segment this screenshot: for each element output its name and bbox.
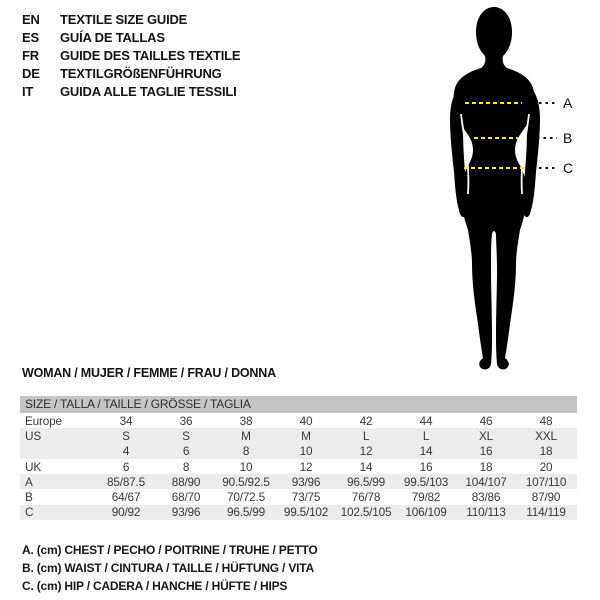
table-row-chest — [20, 474, 577, 489]
size-cell: 110/113 — [466, 505, 506, 520]
size-cell: 44 — [419, 413, 433, 428]
size-cell: S — [182, 428, 190, 443]
size-cell: 96.5/99 — [347, 474, 385, 489]
language-label: GUÍA DE TALLAS — [60, 29, 165, 45]
language-row — [22, 28, 240, 46]
size-cell: 70/72.5 — [227, 490, 265, 505]
legend-line-chest: A. (cm) CHEST / PECHO / POITRINE / TRUHE / PETTO — [22, 543, 318, 557]
measurement-legend — [22, 541, 318, 595]
language-code: EN — [22, 11, 40, 27]
size-cell: 42 — [359, 413, 373, 428]
language-label: GUIDA ALLE TAGLIE TESSILI — [60, 83, 237, 99]
size-cell: L — [362, 428, 370, 443]
size-cell: 99.5/103 — [403, 474, 449, 489]
size-cell: 83/86 — [471, 490, 501, 505]
size-cell: 107/110 — [525, 474, 567, 489]
size-cell: 93/96 — [291, 474, 321, 489]
size-cell: 64/67 — [111, 490, 141, 505]
size-cell: 34 — [119, 413, 133, 428]
section-title: WOMAN / MUJER / FEMME / FRAU / DONNA — [22, 366, 276, 380]
size-cell: 46 — [479, 413, 493, 428]
size-cell: 102.5/105 — [340, 505, 392, 520]
row-label: UK — [25, 459, 41, 474]
row-label: B — [25, 490, 33, 505]
language-code: ES — [22, 29, 39, 45]
size-cell: 90/92 — [111, 505, 141, 520]
size-cell: 76/78 — [351, 490, 381, 505]
size-cell: 96.5/99 — [227, 505, 265, 520]
table-row-waist — [20, 489, 577, 504]
size-cell: 6 — [182, 444, 190, 459]
size-cell: 4 — [122, 444, 130, 459]
table-row-hip — [20, 505, 577, 520]
size-cell: 14 — [359, 459, 373, 474]
language-label: GUIDE DES TAILLES TEXTILE — [60, 47, 241, 63]
size-cell: 12 — [299, 459, 313, 474]
row-label: Europe — [25, 413, 62, 428]
language-code: FR — [22, 47, 39, 63]
size-cell: 48 — [539, 413, 553, 428]
size-cell: 10 — [299, 444, 313, 459]
table-row-us-numeric — [20, 444, 577, 459]
table-row-europe — [20, 413, 577, 428]
size-cell: 18 — [539, 444, 553, 459]
size-cell: 20 — [539, 459, 553, 474]
language-row — [22, 46, 240, 64]
size-cell: 6 — [122, 459, 130, 474]
language-row — [22, 82, 240, 100]
size-cell: 38 — [239, 413, 253, 428]
size-cell: 104/107 — [465, 474, 507, 489]
size-cell: 79/82 — [411, 490, 441, 505]
table-row-uk — [20, 459, 577, 474]
language-code: IT — [22, 83, 34, 99]
language-label: TEXTILGRÖßENFÜHRUNG — [60, 65, 222, 81]
row-label: US — [25, 428, 41, 443]
size-cell: 90.5/92.5 — [222, 474, 270, 489]
size-cell: 14 — [419, 444, 433, 459]
size-cell: 16 — [479, 444, 493, 459]
marker-label-b: B — [563, 130, 573, 146]
woman-silhouette-icon — [410, 2, 585, 374]
size-cell: 18 — [479, 459, 493, 474]
language-code: DE — [22, 65, 40, 81]
size-cell: XL — [478, 428, 494, 443]
row-label: C — [25, 505, 34, 520]
size-cell: 99.5/102 — [283, 505, 329, 520]
size-cell: 106/109 — [405, 505, 447, 520]
row-label: A — [25, 474, 33, 489]
size-cell: M — [301, 428, 311, 443]
size-cell: 114/119 — [526, 505, 566, 520]
size-cell: 16 — [419, 459, 433, 474]
language-row — [22, 64, 240, 82]
size-cell: 68/70 — [171, 490, 201, 505]
legend-line-waist: B. (cm) WAIST / CINTURA / TAILLE / HÜFTUNG / VITA — [22, 561, 314, 575]
size-cell: 36 — [179, 413, 193, 428]
size-cell: M — [241, 428, 251, 443]
language-row — [22, 10, 240, 28]
marker-label-c: C — [563, 160, 574, 176]
marker-label-a: A — [563, 95, 573, 111]
language-list — [22, 10, 240, 100]
size-cell: 8 — [182, 459, 190, 474]
size-table — [20, 396, 577, 520]
size-cell: 88/90 — [171, 474, 201, 489]
size-cell: 73/75 — [291, 490, 321, 505]
table-header: SIZE / TALLA / TAILLE / GRÖSSE / TAGLIA — [20, 396, 577, 413]
table-row-us — [20, 428, 577, 443]
size-cell: 93/96 — [171, 505, 201, 520]
size-cell: 40 — [299, 413, 313, 428]
size-cell: 85/87.5 — [107, 474, 145, 489]
size-cell: S — [122, 428, 130, 443]
size-cell: 10 — [239, 459, 253, 474]
size-cell: XXL — [535, 428, 557, 443]
size-cell: 12 — [359, 444, 373, 459]
legend-line-hip: C. (cm) HIP / CADERA / HANCHE / HÜFTE / HIPS — [22, 579, 288, 593]
size-cell: L — [422, 428, 430, 443]
size-cell: 87/90 — [531, 490, 561, 505]
language-label: TEXTILE SIZE GUIDE — [60, 11, 188, 27]
size-cell: 8 — [242, 444, 250, 459]
